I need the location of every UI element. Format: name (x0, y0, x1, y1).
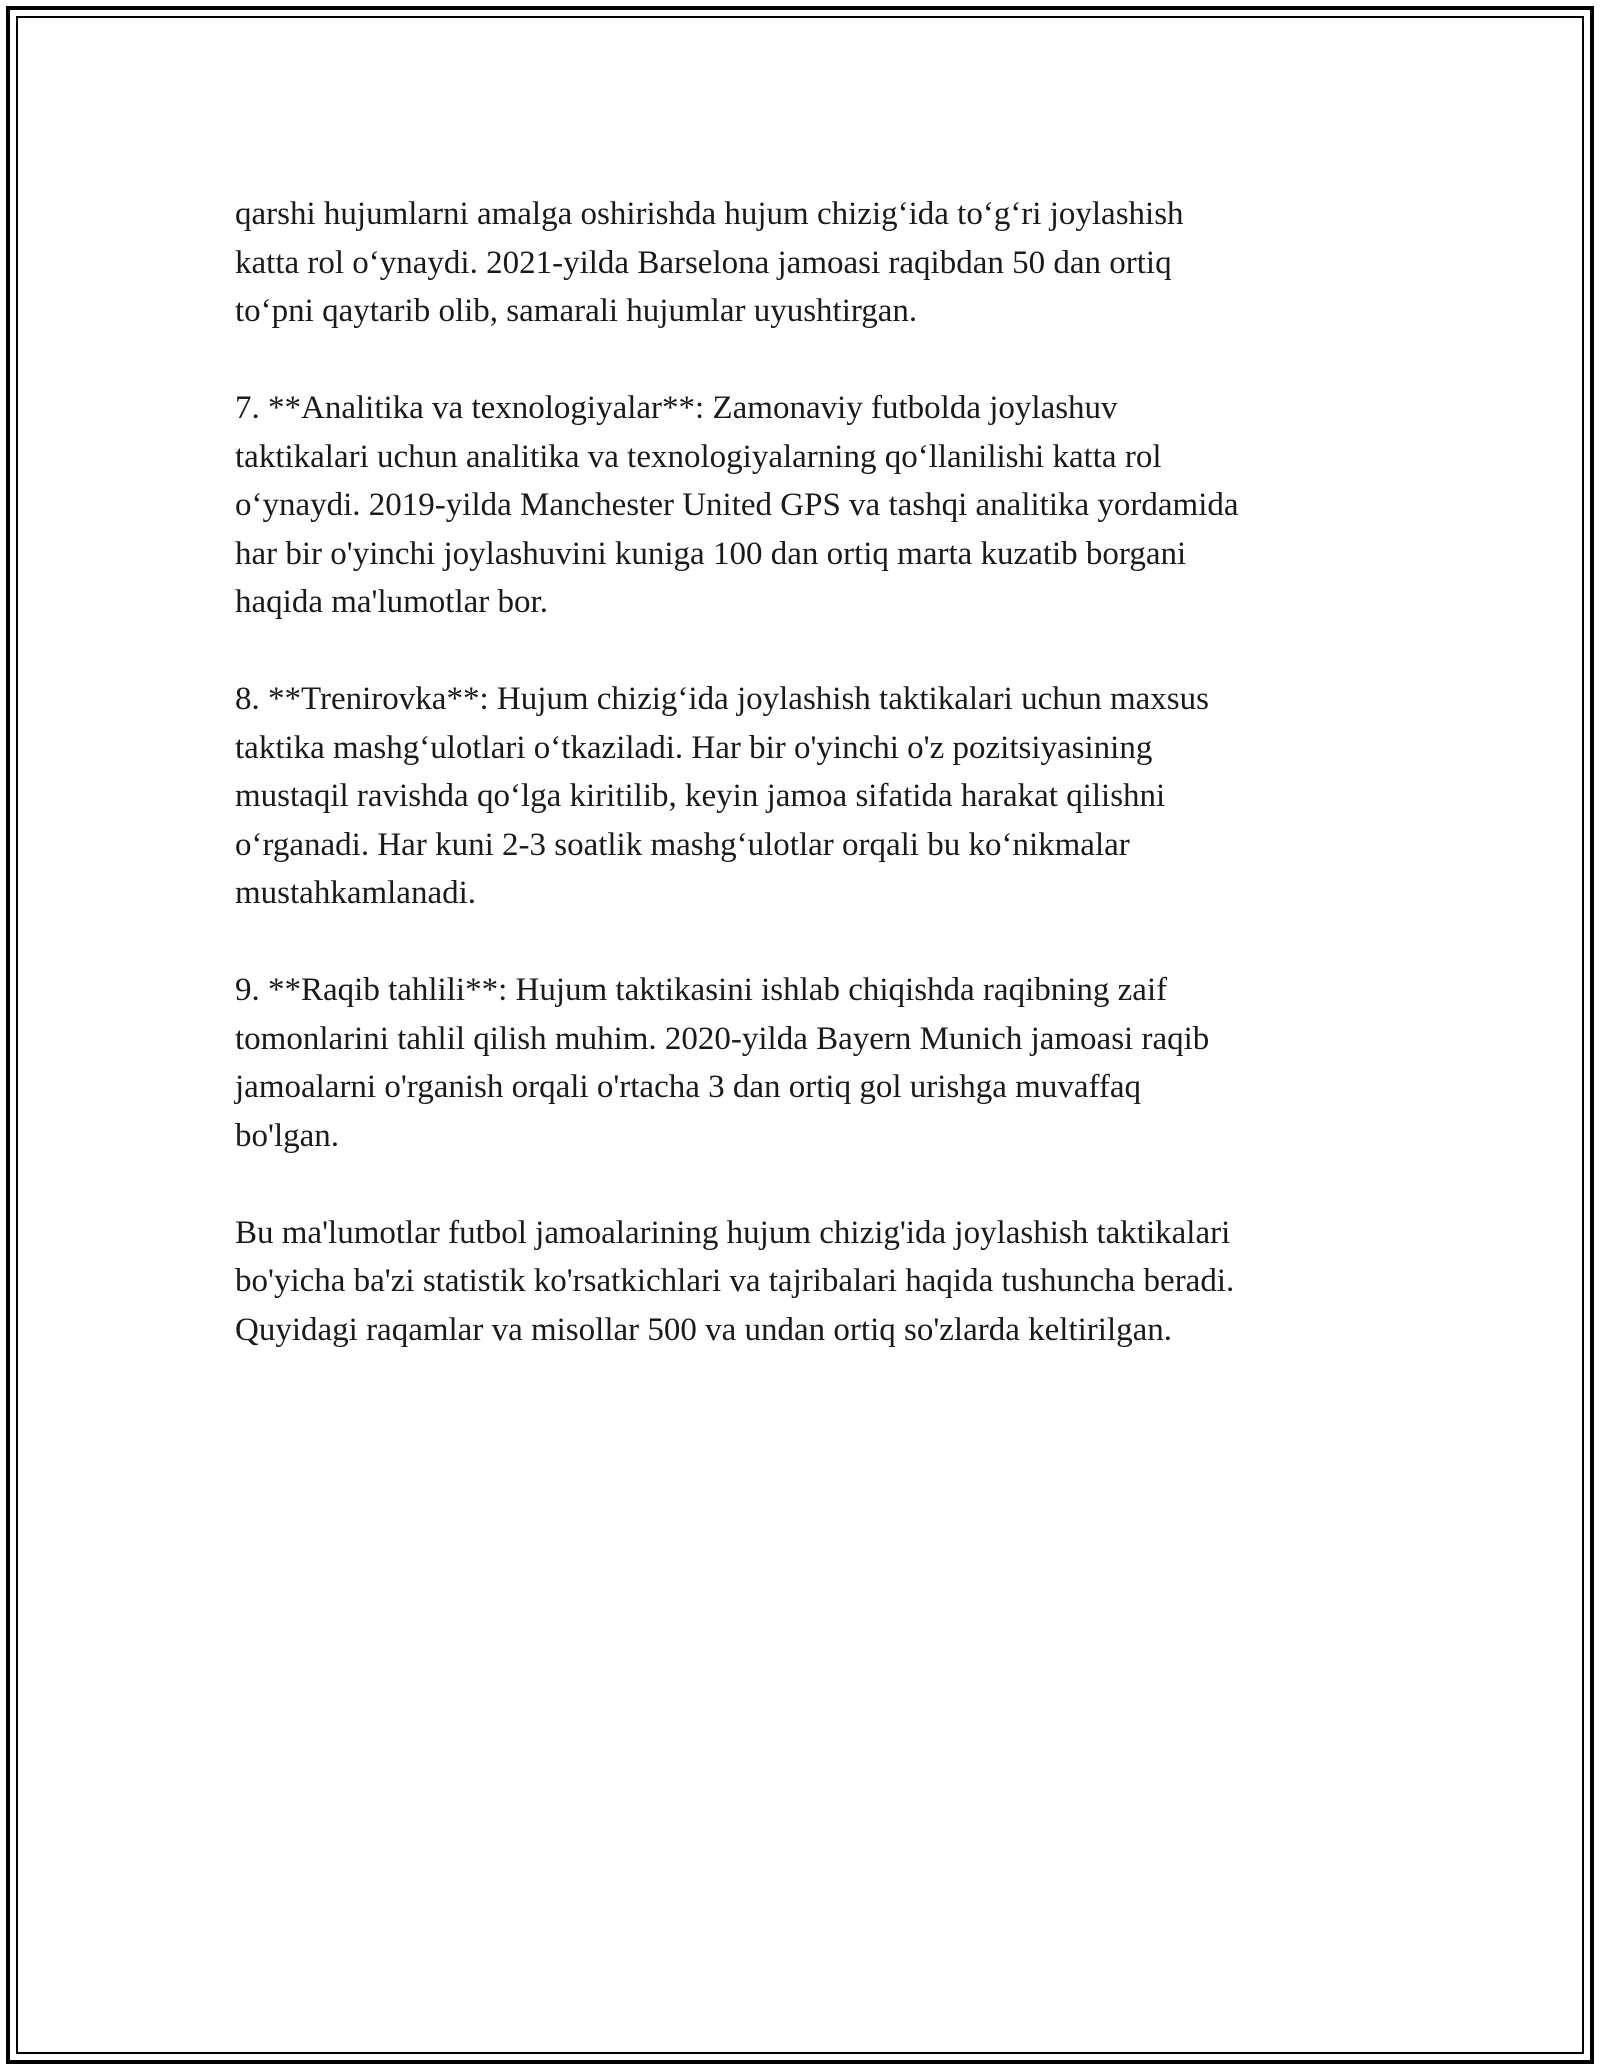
paragraph-item-8 (235, 675, 1405, 918)
text-line: har bir o'yinchi joylashuvini kuniga 100 dan ortiq marta kuzatib borgani (235, 535, 1187, 572)
text-line: qarshi hujumlarni amalga oshirishda hujum chizig‘ida to‘g‘ri joylashish (235, 196, 1184, 232)
text-line: to‘pni qaytarib olib, samarali hujumlar uyushtirgan. (235, 293, 918, 329)
paragraph-conclusion (235, 1209, 1405, 1355)
text-line: o‘rganadi. Har kuni 2-3 soatlik mashg‘ulotlar orqali bu ko‘nikmalar (235, 826, 1130, 863)
text-line: 7. **Analitika va texnologiyalar**: Zamonaviy futbolda joylashuv (235, 390, 1118, 426)
text-line: mustaqil ravishda qo‘lga kiritilib, keyin jamoa sifatida harakat qilishni (235, 778, 1166, 814)
text-line: 8. **Trenirovka**: Hujum chizig‘ida joylashish taktikalari uchun maxsus (235, 681, 1209, 717)
paragraph-intro (235, 190, 1405, 336)
text-line: bo'yicha ba'zi statistik ko'rsatkichlari va tajribalari haqida tushuncha beradi. (235, 1263, 1235, 1299)
text-line: jamoalarni o'rganish orqali o'rtacha 3 dan ortiq gol urishga muvaffaq (235, 1069, 1142, 1105)
text-line: Quyidagi raqamlar va misollar 500 va undan ortiq so'zlarda keltirilgan. (235, 1311, 1173, 1348)
paragraph-item-9 (235, 966, 1405, 1160)
text-line: tomonlarini tahlil qilish muhim. 2020-yilda Bayern Munich jamoasi raqib (235, 1020, 1210, 1057)
paragraph-item-7 (235, 384, 1405, 627)
text-line: taktika mashg‘ulotlari o‘tkaziladi. Har bir o'yinchi o'z pozitsiyasining (235, 729, 1153, 766)
text-line: 9. **Raqib tahlili**: Hujum taktikasini ishlab chiqishda raqibning zaif (235, 972, 1168, 1008)
text-line: taktikalari uchun analitika va texnologiyalarning qo‘llanilishi katta rol (235, 438, 1162, 475)
text-line: haqida ma'lumotlar bor. (235, 584, 548, 620)
text-line: bo'lgan. (235, 1117, 340, 1154)
document-body (235, 190, 1405, 1403)
text-line: katta rol o‘ynaydi. 2021-yilda Barselona jamoasi raqibdan 50 dan ortiq (235, 244, 1172, 281)
text-line: Bu ma'lumotlar futbol jamoalarining hujum chizig'ida joylashish taktikalari (235, 1214, 1231, 1251)
text-line: o‘ynaydi. 2019-yilda Manchester United GPS va tashqi analitika yordamida (235, 487, 1239, 523)
text-line: mustahkamlanadi. (235, 875, 477, 911)
